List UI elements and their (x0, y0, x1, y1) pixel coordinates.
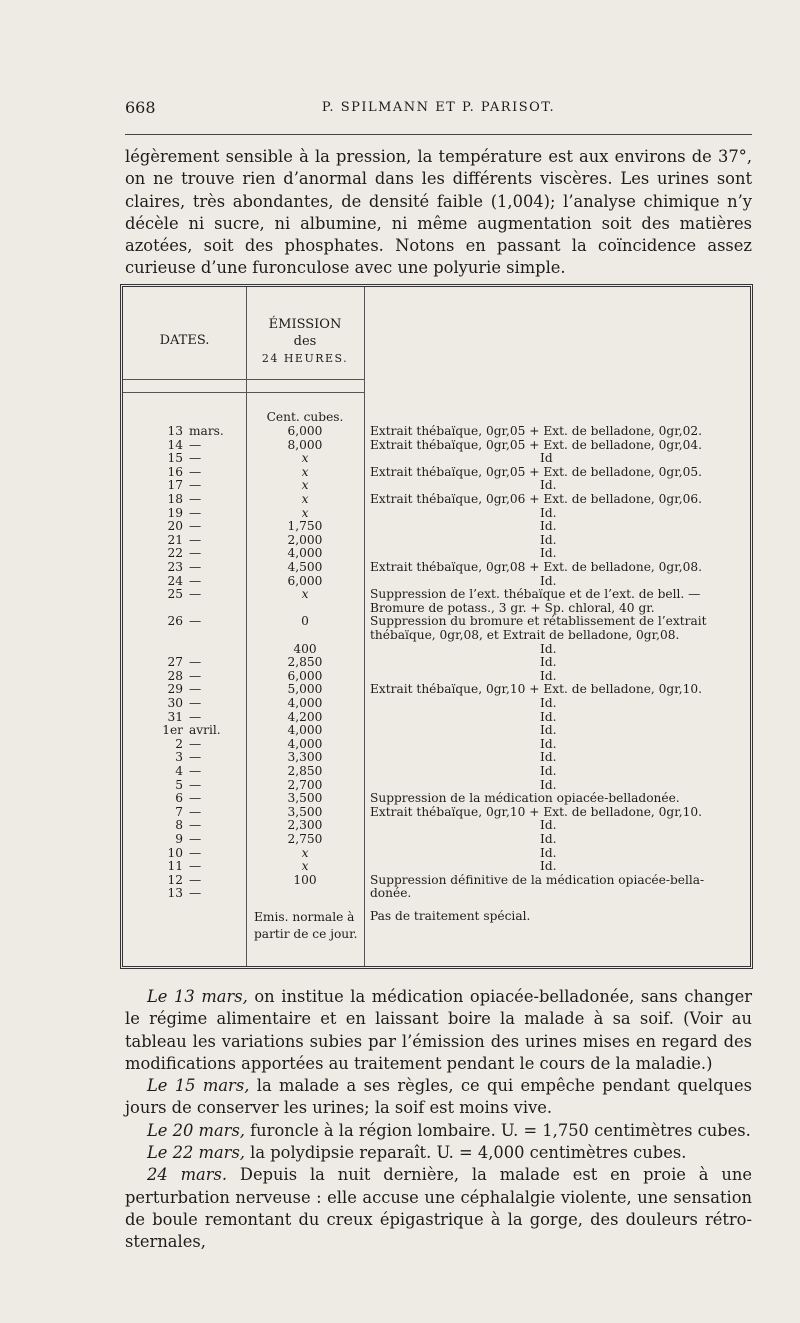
volume-cell: 2,850 (287, 655, 323, 670)
page-number: 668 (125, 98, 156, 117)
treatment-cell: Suppression du bromure et rétablissement de l’extrait (370, 614, 707, 629)
day-value: 10 (167, 845, 183, 860)
treatment-cell: Bromure de potass., 3 gr. + Sp. chloral, 40 gr. (370, 600, 655, 615)
treatment-cell: Id. (540, 777, 557, 792)
day-value: 29 (167, 682, 183, 697)
table-row (123, 425, 750, 438)
table-row (123, 629, 750, 642)
after-paragraphs (125, 986, 752, 1254)
volume-cell: x (301, 845, 309, 860)
table-row (123, 520, 750, 533)
treatment-cell: Id. (540, 668, 557, 683)
month-value: — (189, 560, 202, 574)
header-dates: DATES. (159, 333, 210, 348)
date-cell (129, 629, 241, 642)
date-cell (129, 575, 241, 588)
volume-cell: x (301, 478, 309, 493)
treatment-cell: Suppression définitive de la médication opiacée-bella- (370, 872, 705, 887)
month-value: — (189, 750, 202, 765)
month-value: — (189, 682, 202, 697)
volume-cell: 1,750 (287, 519, 323, 534)
volume-cell: 2,300 (287, 818, 323, 833)
day-value: 12 (167, 872, 183, 887)
date-cell (129, 792, 241, 805)
date-cell (129, 765, 241, 778)
month-value: — (189, 832, 202, 846)
treatment-cell: Extrait thébaïque, 0gr,05 + Ext. de belladone, 0gr,05. (370, 464, 702, 479)
date-cell (129, 534, 241, 547)
table-row (123, 479, 750, 492)
treatment-cell: Extrait thébaïque, 0gr,06 + Ext. de belladone, 0gr,06. (370, 492, 702, 506)
date-cell (129, 452, 241, 465)
date-cell (129, 874, 241, 887)
treatment-cell: Id. (540, 764, 557, 778)
table-row (123, 507, 750, 520)
table-row (123, 602, 750, 615)
volume-cell: 2,700 (287, 777, 323, 792)
date-cell (129, 670, 241, 683)
day-value: 8 (175, 818, 183, 833)
volume-cell: 5,000 (287, 682, 323, 697)
day-value: 16 (167, 464, 183, 479)
table-row (123, 643, 750, 656)
header-emission-line3: 24 HEURES. (261, 352, 349, 365)
paragraph-lead: Le 15 mars, (147, 1076, 250, 1096)
table-row (123, 819, 750, 832)
treatment-cell: Id. (540, 519, 557, 534)
volume-cell: 400 (293, 641, 317, 656)
volume-cell: 4,000 (287, 546, 323, 561)
month-value: — (189, 777, 202, 792)
table-row (123, 575, 750, 588)
volume-cell: 2,850 (287, 764, 323, 778)
treatment-cell: Id. (540, 655, 557, 670)
day-value: 14 (167, 437, 183, 452)
day-value: 31 (167, 709, 183, 724)
volume-cell: 4,000 (287, 723, 323, 738)
date-cell (129, 643, 241, 656)
header-emission-line2: des (293, 334, 317, 349)
treatment-cell: Id. (540, 478, 557, 493)
month-value: — (189, 478, 202, 493)
month-value: mars. (189, 424, 224, 438)
date-cell (129, 547, 241, 560)
month-value: — (189, 464, 202, 479)
table-row (123, 765, 750, 778)
month-value: — (189, 859, 202, 874)
table-row (123, 738, 750, 751)
day-value: 5 (175, 777, 183, 792)
date-cell (129, 887, 241, 900)
month-value: — (189, 587, 202, 602)
month-value: — (189, 546, 202, 561)
volume-cell: 6,000 (287, 668, 323, 683)
date-cell (129, 751, 241, 764)
date-cell (129, 683, 241, 696)
month-value: — (189, 614, 202, 629)
date-cell (129, 860, 241, 873)
day-value: 19 (167, 505, 183, 520)
date-cell (129, 479, 241, 492)
paragraph-lead: Le 13 mars, (147, 987, 248, 1006)
emission-note: Emis. normale à partir de ce jour. (254, 910, 358, 941)
treatment-cell: Id. (540, 818, 557, 833)
special-note: Pas de traitement spécial. (370, 909, 531, 923)
treatment-cell: Id. (540, 573, 557, 588)
day-value: 3 (175, 750, 183, 765)
volume-cell: 2,750 (287, 832, 323, 846)
paragraph (125, 1120, 752, 1142)
treatment-cell: Id. (540, 845, 557, 860)
table-row (123, 588, 750, 601)
urine-emission-table (120, 284, 753, 969)
day-value: 28 (167, 668, 183, 683)
month-value: — (189, 505, 202, 520)
treatment-cell: Suppression de la médication opiacée-belladonée. (370, 791, 680, 806)
month-value: — (189, 532, 202, 547)
table-row (123, 656, 750, 669)
volume-cell: x (301, 492, 309, 506)
day-value: 17 (167, 478, 183, 493)
date-cell (129, 507, 241, 520)
month-value: — (189, 764, 202, 778)
day-value: 7 (175, 804, 183, 819)
month-value: — (189, 709, 202, 724)
table-row (123, 439, 750, 452)
date-cell (129, 493, 241, 506)
date-cell (129, 806, 241, 819)
table-row (123, 887, 750, 900)
paragraph (125, 1164, 752, 1253)
table-row (123, 847, 750, 860)
day-value: 22 (167, 546, 183, 561)
volume-cell: 8,000 (287, 437, 323, 452)
day-value: 27 (167, 655, 183, 670)
date-cell (129, 588, 241, 601)
treatment-cell: donée. (370, 886, 412, 901)
volume-cell: 0 (301, 614, 309, 629)
month-value: — (189, 804, 202, 819)
day-value: 18 (167, 492, 183, 506)
date-cell (129, 847, 241, 860)
month-value: — (189, 437, 202, 452)
month-value: — (189, 451, 202, 466)
treatment-cell: Id. (540, 532, 557, 547)
treatment-cell: thébaïque, 0gr,08, et Extrait de belladone, 0gr,08. (370, 628, 680, 642)
paragraph-text: la polydipsie reparaît. U. = 4,000 centimètres cubes. (244, 1143, 687, 1163)
month-value: — (189, 886, 202, 901)
table-row (123, 547, 750, 560)
date-cell (129, 439, 241, 452)
table-row (123, 670, 750, 683)
table-row (123, 615, 750, 628)
unit-label: Cent. cubes. (266, 410, 344, 424)
table-row (123, 779, 750, 792)
treatment-cell: Extrait thébaïque, 0gr,05 + Ext. de belladone, 0gr,02. (370, 424, 702, 438)
table-row (123, 792, 750, 805)
day-value: 21 (167, 532, 183, 547)
day-value: 30 (167, 696, 183, 710)
date-cell (129, 602, 241, 615)
header-emission-line1: ÉMISSION (268, 317, 342, 332)
date-cell (129, 833, 241, 846)
day-value: 13 (167, 886, 183, 901)
paragraph (125, 1142, 752, 1164)
paragraph (125, 986, 752, 1075)
day-value: 11 (167, 859, 183, 874)
month-value: — (189, 818, 202, 833)
treatment-cell: Extrait thébaïque, 0gr,10 + Ext. de belladone, 0gr,10. (370, 804, 702, 819)
month-value: — (189, 668, 202, 683)
paragraph-text: Depuis la nuit dernière, la malade est en proie à une perturbation nerveuse : elle accuse une céphalalgie violente, une sensation de boule remontant du creux épigastrique à la gorge, des douleurs rétro-sternales, (125, 1165, 752, 1252)
paragraph-text: la malade a ses règles, ce qui empêche pendant quelques jours de conserver les urines; la soif est moins vive. (125, 1076, 752, 1118)
table-row (123, 833, 750, 846)
volume-cell: x (301, 859, 309, 874)
month-value: — (189, 655, 202, 670)
volume-cell: 4,000 (287, 736, 323, 751)
month-value: avril. (189, 723, 221, 738)
month-value: — (189, 492, 202, 506)
date-cell (129, 520, 241, 533)
running-head-title: P. SPILMANN ET P. PARISOT. (321, 100, 556, 115)
table-row (123, 466, 750, 479)
volume-cell: 100 (293, 872, 317, 887)
paragraph-lead: Le 22 mars, (147, 1143, 245, 1163)
volume-cell: 3,500 (287, 791, 323, 806)
date-cell (129, 697, 241, 710)
month-value: — (189, 696, 202, 710)
treatment-cell: Extrait thébaïque, 0gr,08 + Ext. de belladone, 0gr,08. (370, 560, 702, 574)
table-row (123, 561, 750, 574)
date-cell (129, 561, 241, 574)
treatment-cell: Id. (540, 750, 557, 765)
header-rule-1 (123, 379, 364, 380)
date-cell (129, 738, 241, 751)
day-value: 20 (167, 519, 183, 534)
treatment-cell: Id. (540, 859, 557, 874)
table-row (123, 697, 750, 710)
paragraph-text: on institue la médication opiacée-belladonée, sans changer le régime alimentaire et en laissant boire la malade à sa soif. (Voir au tableau les variations subies par l’émission des urines mises en regard des modifications apportées au traitement pendant le cours de la maladie.) (125, 987, 752, 1073)
treatment-cell: Id. (540, 641, 557, 656)
date-cell (129, 779, 241, 792)
day-value: 13 (167, 424, 183, 438)
treatment-cell: Id (540, 451, 553, 466)
day-value: 26 (167, 614, 183, 629)
month-value: — (189, 573, 202, 588)
intro-paragraph (125, 146, 752, 280)
volume-cell: 6,000 (287, 424, 323, 438)
volume-cell: 3,300 (287, 750, 323, 765)
date-cell (129, 656, 241, 669)
treatment-cell: Extrait thébaïque, 0gr,10 + Ext. de belladone, 0gr,10. (370, 682, 702, 697)
volume-cell: x (301, 464, 309, 479)
table-row (123, 860, 750, 873)
volume-cell: 2,000 (287, 532, 323, 547)
paragraph-lead: Le 20 mars, (147, 1120, 245, 1140)
treatment-cell: Id. (540, 832, 557, 846)
date-cell (129, 724, 241, 737)
treatment-cell: Id. (540, 723, 557, 738)
table-row (123, 751, 750, 764)
header-emission (246, 316, 364, 367)
treatment-cell: Suppression de l’ext. thébaïque et de l’ext. de bell. — (370, 587, 701, 602)
treatment-cell: Id. (540, 696, 557, 710)
day-value: 6 (175, 791, 183, 806)
table-row (123, 452, 750, 465)
day-value: 1er (162, 723, 183, 738)
volume-cell: x (301, 451, 309, 466)
date-cell (129, 819, 241, 832)
table-row (123, 493, 750, 506)
treatment-cell: Id. (540, 546, 557, 561)
volume-cell: x (301, 587, 309, 602)
month-value: — (189, 519, 202, 534)
table-row (123, 806, 750, 819)
table-row (123, 874, 750, 887)
volume-cell: 6,000 (287, 573, 323, 588)
volume-cell: 4,500 (287, 560, 323, 574)
treatment-cell: Id. (540, 505, 557, 520)
table-row (123, 711, 750, 724)
day-value: 15 (167, 451, 183, 466)
day-value: 24 (167, 573, 183, 588)
date-cell (129, 711, 241, 724)
table-row (123, 534, 750, 547)
treatment-cell: Id. (540, 736, 557, 751)
table-row (123, 724, 750, 737)
header-rule-2 (123, 392, 364, 393)
month-value: — (189, 845, 202, 860)
intro-text: légèrement sensible à la pression, la température est aux environs de 37°, on ne trouve rien d’anormal dans les différents viscères. Les urines sont claires, très abondantes, de densité faible (1,004); l’analyse chimique n’y décèle ni sucre, ni albumine, ni même augmentation soit des matières azotées, soit des phosphates. Notons en passant la coïncidence assez curieuse d’une furonculose avec une polyurie simple. (125, 147, 752, 278)
treatment-cell: Id. (540, 709, 557, 724)
month-value: — (189, 736, 202, 751)
treatment-cell: Extrait thébaïque, 0gr,05 + Ext. de belladone, 0gr,04. (370, 437, 702, 452)
day-value: 2 (175, 736, 183, 751)
table-row (123, 683, 750, 696)
volume-cell: 4,000 (287, 696, 323, 710)
paragraph-lead: 24 mars. (147, 1165, 228, 1185)
month-value: — (189, 872, 202, 887)
day-value: 9 (175, 832, 183, 846)
day-value: 23 (167, 560, 183, 574)
day-value: 4 (175, 764, 183, 778)
date-cell (129, 466, 241, 479)
volume-cell: 4,200 (287, 709, 323, 724)
volume-cell: x (301, 505, 309, 520)
month-value: — (189, 791, 202, 806)
paragraph (125, 1075, 752, 1120)
paragraph-text: furoncle à la région lombaire. U. = 1,750 centimètres cubes. (244, 1120, 751, 1140)
header-rule (125, 134, 752, 135)
date-cell (129, 425, 241, 438)
day-value: 25 (167, 587, 183, 602)
running-header (125, 98, 752, 128)
volume-cell: 3,500 (287, 804, 323, 819)
date-cell (129, 615, 241, 628)
